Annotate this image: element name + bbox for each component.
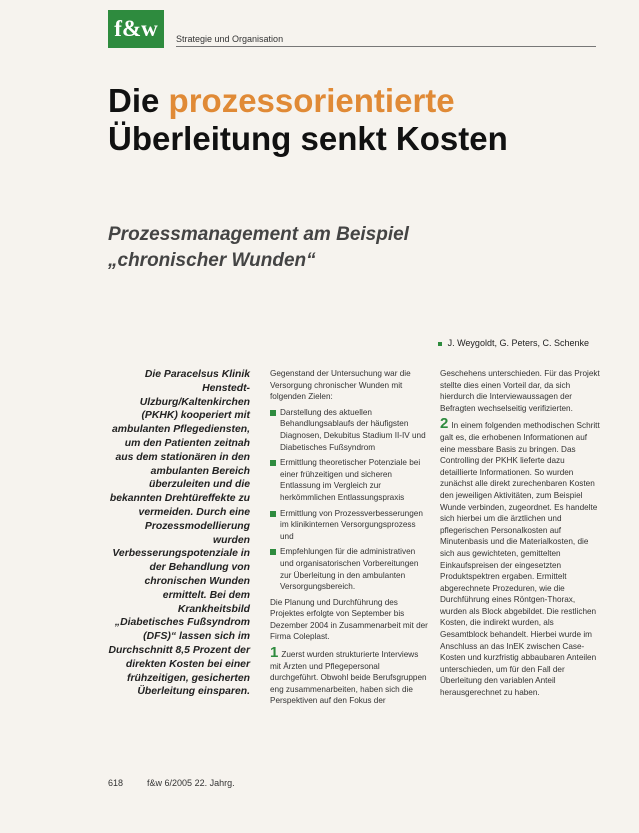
- issue-info: f&w 6/2005 22. Jahrg.: [147, 778, 235, 788]
- subtitle-line-2: „chronischer Wunden“: [108, 250, 316, 271]
- title-word-1: Die: [108, 82, 160, 119]
- step-number: 2: [440, 415, 449, 433]
- goal-item: Ermittlung theoretischer Potenziale bei einer frühzeitigen und sicheren Entlassung im Vergleich zur herkömmlichen Entlassungspraxis: [270, 457, 430, 503]
- step-number: 1: [270, 644, 279, 662]
- article-title: [108, 82, 608, 158]
- article-subtitle: [108, 222, 548, 274]
- goals-list: [270, 407, 430, 593]
- author-names: J. Weygoldt, G. Peters, C. Schenke: [447, 338, 589, 348]
- page-number: 618: [108, 778, 124, 788]
- page-footer: [108, 778, 235, 788]
- title-line-1: [108, 82, 608, 120]
- title-line-2: Überleitung senkt Kosten: [108, 120, 508, 157]
- author-bullet-icon: [438, 342, 442, 346]
- goal-item: Empfehlungen für die administrativen und organisatorischen Vorbereitungen zur Überleitung in den ambulanten Versorgungsbereich.: [270, 546, 430, 592]
- column-3-intro: Geschehens unterschieden. Für das Projekt stellte dies einen Vorteil dar, da sich hierdurch die Interviewaussagen der Befragten wechselseitig verifizierten.: [440, 369, 600, 413]
- goal-item: Darstellung des aktuellen Behandlungsablaufs der häufigsten Diagnosen, Dekubitus Stadium II-IV und Diabetisches Fußsyndrom: [270, 407, 430, 453]
- body-column-3: [440, 368, 600, 703]
- lead-paragraph: Die Paracelsus Klinik Henstedt-Ulzburg/Kaltenkirchen (PKHK) kooperiert mit ambulanten Pflegediensten, um den Patienten zeitnah aus dem stationären in den ambulanten Bereich überzuleiten und die bekannten Drehtüreffekte zu vermeiden. Durch eine Prozessmodellierung wurden Verbesserungspotenziale in der Behandlung von chronischen Wunden ermittelt. Bei dem Krankheitsbild „Diabetisches Fußsyndrom (DFS)“ lassen sich im Durchschnitt 8,5 Prozent der direkten Kosten bei einer frühzeitigen, gesicherten Überleitung einsparen.: [108, 369, 250, 698]
- header-rule: [176, 46, 596, 47]
- body-column-2: [270, 368, 430, 711]
- publication-logo: f&w: [108, 10, 164, 48]
- author-line: [438, 338, 589, 348]
- step-2-text: In einem folgenden methodischen Schritt galt es, die erhobenen Informationen auf eine messbare Basis zu bringen. Das Controlling der PKHK lieferte dazu detaillierte Informationen. So wurden zunächst alle direkt zurechenbaren Kosten den jeweiligen Aktivitäten, zum Beispiel Wunde verbinden, zugeordnet. Es handelte sich hierbei um die ärztlichen und pflegerischen Personalkosten auf Minutenbasis und die Materialkosten, die sich aus gewichteten, gemittelten Einkaufspreisen der eingesetzten Produktspektren ergaben. Ermittelt abgerechnete Prozeduren, wie die Durchführung eines Röntgen-Thorax, wurden als Block abgebildet. Die restlichen Kosten, die indirekt wurden, als Gesamtblock behandelt. Hierbei wurde im Anschluss an das InEK zwischen Case-Kosten und kurzfristig abbaubaren Anteilen unterschieden, um für den Fall der Überleitung den variablen Anteil herausgerechnet zu haben.: [440, 421, 600, 698]
- subtitle-line-1: Prozessmanagement am Beispiel: [108, 224, 409, 245]
- title-accent-word: prozessorientierte: [168, 82, 455, 119]
- goal-item: Ermittlung von Prozessverbesserungen im klinikinternen Versorgungsprozess und: [270, 508, 430, 543]
- project-timeline-paragraph: Die Planung und Durchführung des Projektes erfolgte von September bis Dezember 2004 in Zusammenarbeit mit der Firma Coleplast.: [270, 597, 428, 642]
- column-2-intro: Gegenstand der Untersuchung war die Versorgung chronischer Wunden mit folgenden Zielen:: [270, 369, 411, 402]
- step-1-text: Zuerst wurden strukturierte Interviews mit Ärzten und Pflegepersonal durchgeführt. Obwohl beide Berufsgruppen eng zusammenarbeiten, haben sich die Perspektiven auf den Fokus der: [270, 650, 427, 706]
- section-label: Strategie und Organisation: [176, 34, 284, 44]
- step-1-paragraph: [270, 644, 430, 707]
- step-2-paragraph: [440, 415, 600, 698]
